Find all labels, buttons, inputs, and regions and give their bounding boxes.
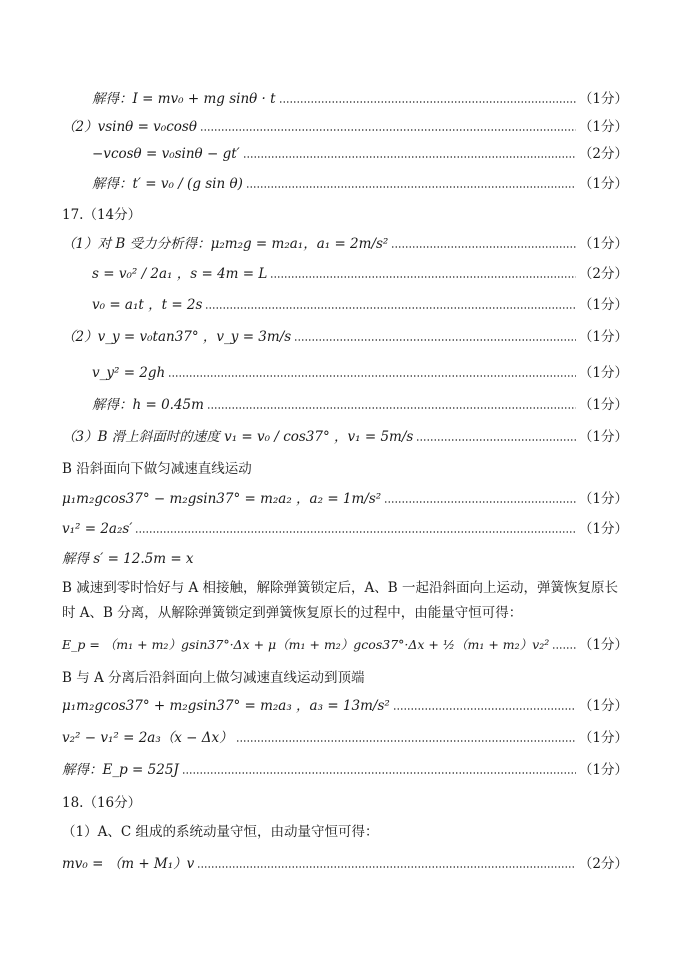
- answer-line: [0, 727, 692, 749]
- dot-leader: [207, 407, 576, 409]
- formula-text: （1）对 B 受力分析得：μ₂m₂g = m₂a₁，a₁ = 2m/s²: [62, 236, 389, 252]
- formula-text: v₁² = 2a₂s′: [62, 521, 133, 537]
- formula-text: v₀ = a₁t ，t = 2s: [92, 297, 203, 313]
- dot-leader: [205, 307, 575, 309]
- dot-leader: [384, 501, 576, 503]
- formula-text: s = v₀² / 2a₁ ，s = 4m = L: [92, 266, 268, 282]
- dot-leader: [294, 339, 576, 341]
- score-label: （1分）: [578, 491, 628, 507]
- answer-line: [0, 759, 692, 781]
- answer-line: [0, 518, 692, 540]
- score-label: （1分）: [578, 297, 628, 313]
- score-label: （1分）: [578, 762, 628, 778]
- score-label: （1分）: [578, 397, 628, 413]
- answer-line: [0, 853, 692, 875]
- formula-text: mv₀ = （m + M₁）v: [62, 856, 195, 872]
- text-line: [0, 458, 692, 480]
- answer-line: [0, 394, 692, 416]
- question-number: 17.（14分）: [62, 207, 142, 223]
- score-label: （1分）: [578, 698, 628, 714]
- score-label: （1分）: [578, 429, 628, 445]
- formula-text: 解得：t′ = v₀ / (g sin θ): [92, 176, 243, 192]
- answer-line: [0, 263, 692, 285]
- formula-text: 解得：I = mv₀ + mg sinθ · t: [92, 91, 276, 107]
- dot-leader: [391, 246, 576, 248]
- dot-leader: [279, 101, 576, 103]
- formula-text: 解得 s′ = 12.5m = x: [62, 551, 194, 567]
- formula-text: μ₁m₂gcos37° + m₂gsin37° = m₂a₃ ，a₃ = 13m/s²: [62, 698, 390, 714]
- formula-text: μ₁m₂gcos37° − m₂gsin37° = m₂a₂ ，a₂ = 1m/s²: [62, 491, 382, 507]
- score-label: （1分）: [578, 521, 628, 537]
- dot-leader: [135, 531, 576, 533]
- body-text: 时 A、B 分离，从解除弹簧锁定到弹簧恢复原长的过程中，由能量守恒可得：: [62, 605, 523, 621]
- question-header: [0, 792, 692, 814]
- dot-leader: [182, 772, 576, 774]
- formula-text: （2）v_y = v₀tan37° ，v_y = 3m/s: [62, 329, 292, 345]
- dot-leader: [552, 647, 576, 649]
- dot-leader: [200, 129, 576, 131]
- formula-text: 解得：E_p = 525J: [62, 762, 179, 778]
- score-label: （2分）: [578, 266, 628, 282]
- answer-line: [0, 488, 692, 510]
- formula-text: v_y² = 2gh: [92, 365, 166, 381]
- answer-line: [0, 695, 692, 717]
- dot-leader: [246, 186, 576, 188]
- formula-text: （3）B 滑上斜面时的速度 v₁ = v₀ / cos37° ，v₁ = 5m/s: [62, 429, 414, 445]
- formula-text: 解得：h = 0.45m: [92, 397, 204, 413]
- score-label: （1分）: [578, 236, 628, 252]
- answer-line: [0, 173, 692, 195]
- score-label: （1分）: [578, 365, 628, 381]
- text-line: [0, 667, 692, 689]
- dot-leader: [416, 439, 576, 441]
- body-text: B 减速到零时恰好与 A 相接触，解除弹簧锁定后，A、B 一起沿斜面向上运动，弹簧恢复原长: [62, 580, 619, 596]
- answer-line: [0, 233, 692, 255]
- score-label: （1分）: [578, 730, 628, 746]
- dot-leader: [197, 866, 576, 868]
- body-text: B 与 A 分离后沿斜面向上做匀减速直线运动到顶端: [62, 670, 365, 686]
- dot-leader: [243, 156, 576, 158]
- score-label: （1分）: [578, 176, 628, 192]
- dot-leader: [236, 740, 576, 742]
- score-label: （2分）: [578, 856, 628, 872]
- dot-leader: [393, 708, 576, 710]
- body-text: （1）A、C 组成的系统动量守恒，由动量守恒可得：: [62, 824, 379, 840]
- answer-line: [0, 294, 692, 316]
- formula-text: v₂² − v₁² = 2a₃（x − Δx）: [62, 730, 233, 746]
- score-label: （1分）: [578, 91, 628, 107]
- dot-leader: [270, 276, 576, 278]
- score-label: （1分）: [578, 119, 628, 135]
- answer-line: [0, 326, 692, 348]
- answer-line: [0, 116, 692, 138]
- dot-leader: [168, 375, 576, 377]
- body-text: B 沿斜面向下做匀减速直线运动: [62, 461, 252, 477]
- text-line: [0, 821, 692, 843]
- text-line: [0, 602, 692, 624]
- answer-line: [0, 362, 692, 384]
- score-label: （1分）: [578, 637, 628, 653]
- question-header: [0, 204, 692, 226]
- answer-line: [0, 634, 692, 656]
- formula-text: （2）vsinθ = v₀cosθ: [62, 119, 197, 135]
- formula-text: E_p = （m₁ + m₂）gsin37°·Δx + μ（m₁ + m₂）gcos37°·Δx + ½（m₁ + m₂）v₂²: [62, 637, 550, 652]
- answer-line: [0, 426, 692, 448]
- text-line: [0, 548, 692, 570]
- text-line: [0, 577, 692, 599]
- formula-text: −vcosθ = v₀sinθ − gt′: [92, 146, 240, 162]
- score-label: （1分）: [578, 329, 628, 345]
- question-number: 18.（16分）: [62, 795, 142, 811]
- answer-line: [0, 88, 692, 110]
- answer-line: [0, 143, 692, 165]
- score-label: （2分）: [578, 146, 628, 162]
